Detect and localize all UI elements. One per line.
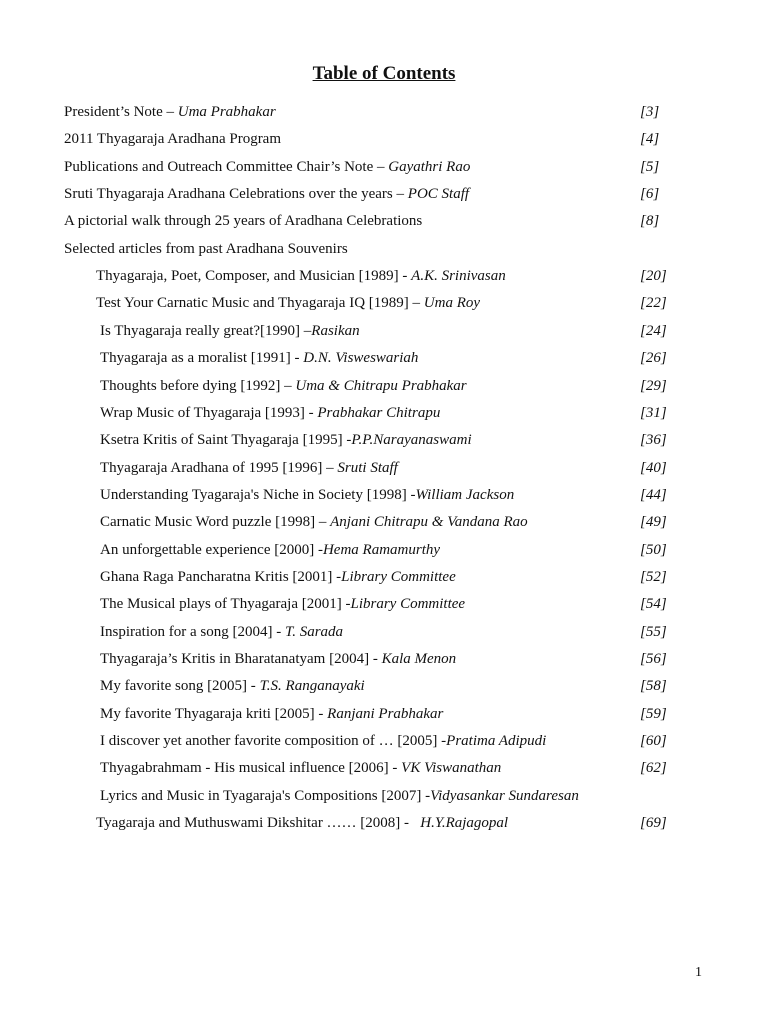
toc-entry-page: [29] [640, 378, 667, 394]
toc-entry-author: William Jackson [415, 487, 515, 503]
toc-entry-title [100, 375, 467, 397]
toc-entry-page: [49] [640, 514, 667, 530]
toc-entry-title [100, 511, 528, 533]
toc-entry-author: Ranjani Prabhakar [327, 706, 444, 722]
toc-entry-page: [40] [640, 460, 667, 476]
toc-entry-text: Ksetra Kritis of Saint Thyagaraja [1995] - [100, 432, 352, 448]
toc-entry-author: T. Sarada [284, 624, 344, 640]
toc-entry-author: A.K. Srinivasan [411, 268, 506, 284]
toc-entry-title [64, 128, 281, 150]
toc-entry-page: [56] [640, 651, 667, 667]
toc-entry-page: [3] [640, 104, 660, 120]
toc-entry-page: [60] [640, 733, 667, 749]
toc-entry-title [64, 238, 348, 260]
toc-entry [64, 101, 768, 123]
toc-entry-author: Uma & Chitrapu Prabhakar [295, 378, 467, 394]
toc-entry-author: Rasikan [311, 323, 360, 339]
toc-entry [100, 484, 768, 506]
toc-entry-page: [62] [640, 760, 667, 776]
toc-entry-text: Thyagaraja, Poet, Composer, and Musician [1989] - [96, 268, 412, 284]
toc-entry-author: Uma Prabhakar [177, 104, 276, 120]
toc-entry-text: An unforgettable experience [2000] - [100, 542, 323, 558]
toc-entry-author: Prabhakar Chitrapu [317, 405, 441, 421]
page-number: 1 [695, 965, 702, 980]
toc-entry-author: Anjani Chitrapu & Vandana Rao [330, 514, 528, 530]
toc-entry-title [96, 812, 508, 834]
toc-entry-title [100, 347, 418, 369]
toc-entry-page: [4] [640, 131, 660, 147]
toc-entry [100, 511, 768, 533]
toc-entry [100, 785, 768, 807]
toc-entry-text: Tyagaraja and Muthuswami Dikshitar …… [2008] - [96, 815, 421, 831]
toc-entry [96, 265, 768, 287]
toc-entry-text: Selected articles from past Aradhana Souvenirs [64, 241, 348, 257]
toc-entry-page: [54] [640, 596, 667, 612]
toc-entry-text: Understanding Tyagaraja's Niche in Society [1998] - [100, 487, 416, 503]
toc-entry-text: Thyagaraja’s Kritis in Bharatanatyam [2004] - [100, 651, 382, 667]
toc-entry-title [100, 402, 440, 424]
toc-entry-title [100, 703, 443, 725]
toc-entry-author: Vidyasankar Sundaresan [430, 788, 579, 804]
toc-entry-page: [36] [640, 432, 667, 448]
toc-entry-title [100, 757, 501, 779]
toc-entry [100, 320, 768, 342]
toc-entry-title [100, 675, 365, 697]
toc-entry [100, 347, 768, 369]
toc-entry-text: The Musical plays of Thyagaraja [2001] - [100, 596, 351, 612]
toc-entry [100, 375, 768, 397]
toc-entry-text: Ghana Raga Pancharatna Kritis [2001] - [100, 569, 342, 585]
toc-entry-page: [20] [640, 268, 667, 284]
toc-entry-text: My favorite Thyagaraja kriti [2005] - [100, 706, 328, 722]
toc-entry-text: Wrap Music of Thyagaraja [1993] - [100, 405, 318, 421]
toc-entry-page: [44] [640, 487, 667, 503]
toc-entry-text: Is Thyagaraja really great?[1990] – [100, 323, 312, 339]
toc-entry-text: Carnatic Music Word puzzle [1998] – [100, 514, 331, 530]
toc-entry-text: A pictorial walk through 25 years of Aradhana Celebrations [64, 213, 423, 229]
toc-entry-title [100, 429, 472, 451]
toc-entry-title [64, 183, 469, 205]
toc-entry-title [96, 265, 506, 287]
toc-entry [100, 593, 768, 615]
toc-entry-author: Sruti Staff [337, 460, 398, 476]
toc-entry-author: Uma Roy [423, 295, 481, 311]
toc-entry-author: POC Staff [407, 186, 470, 202]
toc-entry-page: [22] [640, 295, 667, 311]
toc-entry-text: 2011 Thyagaraja Aradhana Program [64, 131, 282, 147]
toc-entry-text: I discover yet another favorite composition of … [2005] - [100, 733, 447, 749]
toc-entry [100, 757, 768, 779]
toc-entry-text: Publications and Outreach Committee Chair’s Note – [64, 159, 389, 175]
toc-entry-author: VK Viswanathan [401, 760, 502, 776]
toc-entry [100, 675, 768, 697]
toc-entry-author: Pratima Adipudi [446, 733, 547, 749]
toc-entry-page: [31] [640, 405, 667, 421]
toc-entry [100, 457, 768, 479]
toc-entry-page: [50] [640, 542, 667, 558]
toc-entry-page: [55] [640, 624, 667, 640]
toc-entry [64, 210, 768, 232]
toc-entry-text: Inspiration for a song [2004] - [100, 624, 285, 640]
toc-entry-page: [58] [640, 678, 667, 694]
toc-entry [64, 156, 768, 178]
toc-entry [100, 648, 768, 670]
toc-entry-text: Thyagabrahmam - His musical influence [2006] - [100, 760, 402, 776]
toc-entry-page: [8] [640, 213, 660, 229]
toc-entry-title [96, 292, 480, 314]
toc-entry-page: [24] [640, 323, 667, 339]
toc-entry [100, 539, 768, 561]
toc-entry-text: Lyrics and Music in Tyagaraja's Compositions [2007] - [100, 788, 431, 804]
toc-entry [100, 703, 768, 725]
toc-entry-author: Library Committee [350, 596, 466, 612]
toc-entry [100, 429, 768, 451]
toc-entry-title [64, 156, 470, 178]
toc-entry-text: Thyagaraja as a moralist [1991] - [100, 350, 304, 366]
toc-entry-text: Test Your Carnatic Music and Thyagaraja IQ [1989] – [96, 295, 424, 311]
toc-entry [96, 292, 768, 314]
toc-entry-author: Hema Ramamurthy [322, 542, 441, 558]
toc-entry-page: [5] [640, 159, 660, 175]
toc-entry-title [64, 101, 276, 123]
toc-entry-text: President’s Note – [64, 104, 178, 120]
toc-entry-author: D.N. Visweswariah [303, 350, 419, 366]
toc-entry-title [64, 210, 422, 232]
toc-entry-author: P.P.Narayanaswami [351, 432, 472, 448]
toc-entry-page: [59] [640, 706, 667, 722]
toc-entry [64, 128, 768, 150]
toc-entry-author: T.S. Ranganayaki [259, 678, 365, 694]
toc-entry-page: [52] [640, 569, 667, 585]
toc-entry-title [100, 785, 579, 807]
toc-entry [64, 183, 768, 205]
toc-entry-author: Gayathri Rao [388, 159, 471, 175]
toc-entry-text: My favorite song [2005] - [100, 678, 260, 694]
toc-entry-title [100, 648, 456, 670]
toc-entry-page: [26] [640, 350, 667, 366]
toc-entry-author: H.Y.Rajagopal [420, 815, 509, 831]
toc-entry-title [100, 457, 398, 479]
toc-entry-author: Kala Menon [381, 651, 457, 667]
toc-entry [100, 402, 768, 424]
toc-entry-text: Thyagaraja Aradhana of 1995 [1996] – [100, 460, 338, 476]
toc-entry-title [100, 593, 465, 615]
toc-entry-title [100, 539, 440, 561]
toc-entry-page: [6] [640, 186, 660, 202]
toc-entry [100, 730, 768, 752]
toc-entry [100, 621, 768, 643]
toc-entry-author: Library Committee [341, 569, 456, 585]
toc-entry-title [100, 320, 360, 342]
toc-entry-text: Thoughts before dying [1992] – [100, 378, 296, 394]
toc-title: Table of Contents [312, 63, 456, 84]
toc-entry-title [100, 730, 546, 752]
toc-entry-title [100, 621, 343, 643]
toc-entry [64, 238, 768, 260]
toc-entry [100, 566, 768, 588]
toc-entry [96, 812, 768, 834]
toc-entry-title [100, 566, 456, 588]
toc-entry-text: Sruti Thyagaraja Aradhana Celebrations over the years – [64, 186, 408, 202]
toc-entry-title [100, 484, 514, 506]
toc-entry-page: [69] [640, 815, 667, 831]
